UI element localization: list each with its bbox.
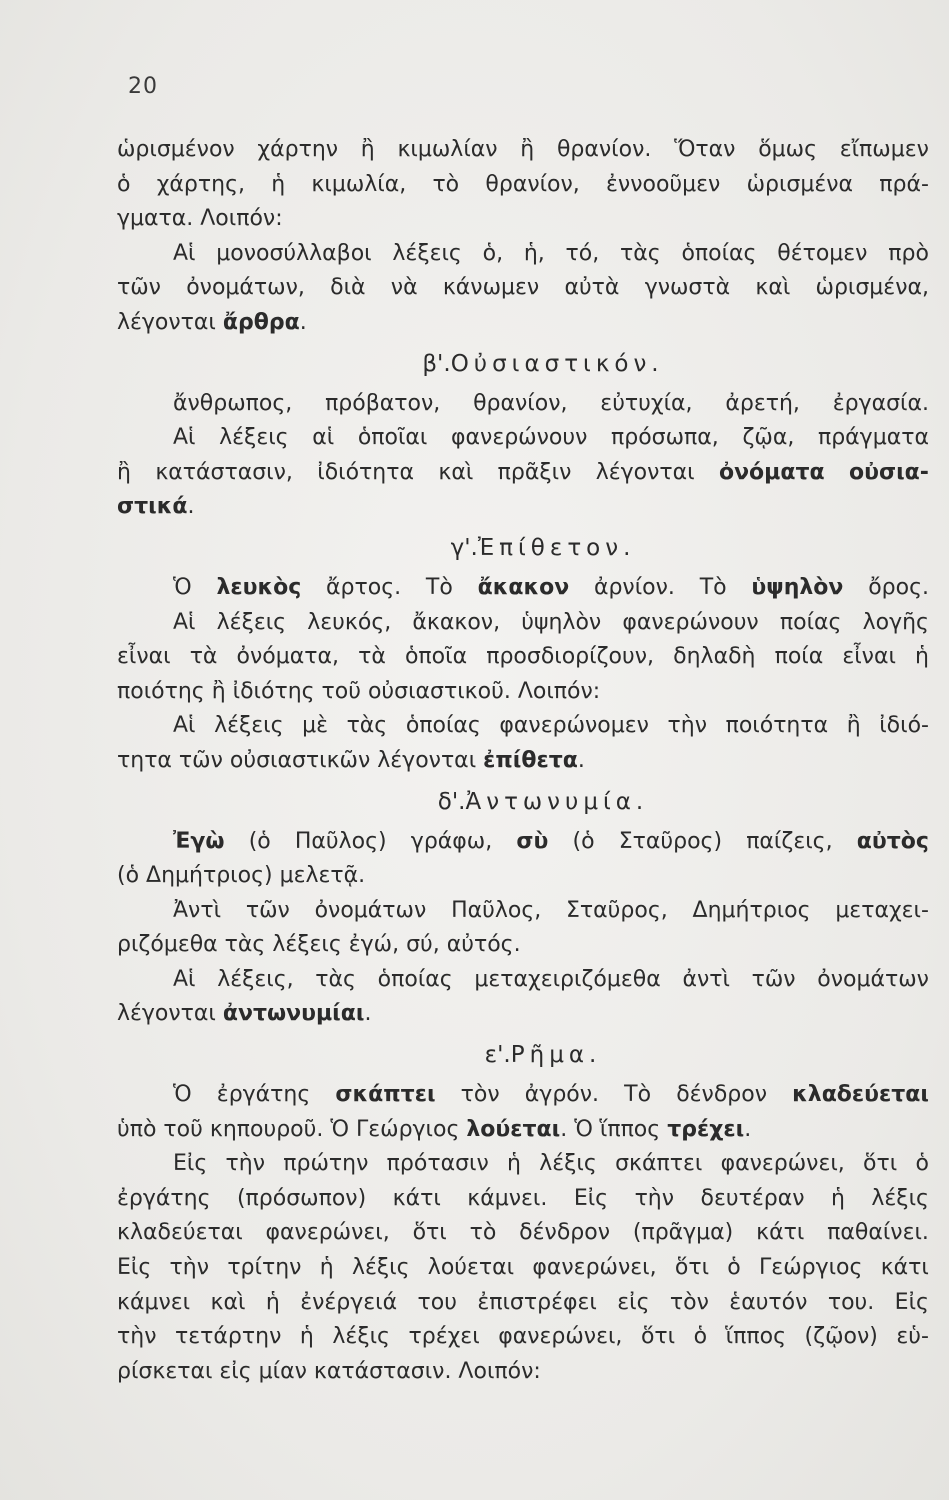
text-line: ἐργάτης (πρόσωπον) κάτι κάμνει. Εἰς τὴν δευτέραν ἡ λέξις	[117, 1185, 929, 1211]
text-line: ὁ χάρτης, ἡ κιμωλία, τὸ θρανίον, ἐννοοῦμεν ὡρισμένα πρά-	[117, 171, 929, 197]
text-line: τὴν τετάρτην ἡ λέξις τρέχει φανερώνει, ὅτι ὁ ἵππος (ζῷον) εὑ-	[117, 1324, 929, 1350]
text-line: γματα. Λοιπόν:	[117, 206, 283, 232]
text-line: εἶναι τὰ ὀνόματα, τὰ ὁποῖα προσδιορίζουν, δηλαδὴ ποία εἶναι ἡ	[117, 644, 929, 670]
text-line: Αἱ λέξεις μὲ τὰς ὁποίας φανερώνομεν τὴν ποιότητα ἢ ἰδιό-	[173, 713, 929, 739]
text-line: τητα τῶν οὐσιαστικῶν λέγονται ἐπίθετα .	[117, 747, 585, 773]
text-line: ὑπὸ τοῦ κηπουροῦ. Ὁ Γεώργιος λούεται . Ὁ ἵππος τρέχει .	[117, 1116, 752, 1142]
section-letter: γ'.	[450, 534, 478, 561]
text-line: Εἰς τὴν τρίτην ἡ λέξις λούεται φανερώνει, ὅτι ὁ Γεώργιος κάτι	[117, 1255, 929, 1281]
section-heading	[117, 525, 929, 571]
section-heading	[117, 779, 929, 825]
section-letter: β'.	[422, 350, 451, 377]
section-heading	[117, 341, 929, 387]
section-letter: ε'.	[484, 1042, 511, 1069]
section-title: Ἐπίθετον.	[477, 534, 636, 561]
text-line: ὡρισμένον χάρτην ἢ κιμωλίαν ἢ θρανίον. Ὅταν ὅμως εἴπωμεν	[117, 137, 929, 162]
text-line: λέγονται ἄρθρα .	[117, 309, 307, 335]
body-text	[117, 133, 929, 1389]
section-title: Ἀντωνυμία.	[465, 788, 649, 815]
text-line: Ἀντὶ τῶν ὀνομάτων Παῦλος, Σταῦρος, Δημήτριος μεταχει-	[173, 897, 929, 923]
text-line: ποιότης ἢ ἰδιότης τοῦ οὐσιαστικοῦ. Λοιπόν:	[117, 678, 601, 704]
text-line: Ἐγὼ (ὁ Παῦλος) γράφω, σὺ (ὁ Σταῦρος) παίζεις, αὐτὸς	[173, 828, 929, 854]
text-line: Αἱ μονοσύλλαβοι λέξεις ὁ, ἡ, τό, τὰς ὁποίας θέτομεν πρὸ	[173, 240, 929, 266]
text-line: Αἱ λέξεις, τὰς ὁποίας μεταχειριζόμεθα ἀντὶ τῶν ὀνομάτων	[173, 966, 929, 992]
text-line: Ὁ ἐργάτης σκάπτει τὸν ἀγρόν. Τὸ δένδρον κλαδεύεται	[173, 1082, 929, 1108]
text-line: τῶν ὀνομάτων, διὰ νὰ κάνωμεν αὐτὰ γνωστὰ καὶ ὡρισμένα,	[117, 275, 929, 301]
text-line: Ὁ λευκὸς ἄρτος. Τὸ ἄκακον ἀρνίον. Τὸ ὑψηλὸν ὄρος.	[173, 574, 929, 600]
text-line: Αἱ λέξεις λευκός, ἄκακον, ὑψηλὸν φανερώνουν ποίας λογῆς	[173, 609, 929, 635]
section-title: Ρῆμα.	[510, 1042, 602, 1069]
section-title: Οὐσιαστικόν.	[450, 350, 664, 377]
text-line: Εἰς τὴν πρώτην πρότασιν ἡ λέξις σκάπτει φανερώνει, ὅτι ὁ	[173, 1151, 929, 1177]
text-line: κλαδεύεται φανερώνει, ὅτι τὸ δένδρον (πρᾶγμα) κάτι παθαίνει.	[117, 1220, 929, 1246]
text-line: ἄνθρωπος, πρόβατον, θρανίον, εὐτυχία, ἀρετή, ἐργασία.	[173, 390, 929, 416]
text-line: στικά .	[117, 494, 195, 520]
text-line: ρίσκεται εἰς μίαν κατάστασιν. Λοιπόν:	[117, 1358, 541, 1384]
section-letter: δ'.	[437, 788, 466, 815]
text-line: (ὁ Δημήτριος) μελετᾷ.	[117, 863, 366, 889]
text-line: κάμνει καὶ ἡ ἐνέργειά του ἐπιστρέφει εἰς τὸν ἑαυτόν του. Εἰς	[117, 1289, 929, 1315]
text-line: ἢ κατάστασιν, ἰδιότητα καὶ πρᾶξιν λέγονται ὀνόματα οὐσια-	[117, 459, 929, 485]
text-line: λέγονται ἀντωνυμίαι .	[117, 1001, 372, 1027]
page-number: 20	[128, 74, 158, 99]
text-line: Αἱ λέξεις αἱ ὁποῖαι φανερώνουν πρόσωπα, ζῷα, πράγματα	[173, 425, 929, 451]
text-line: ριζόμεθα τὰς λέξεις ἐγώ, σύ, αὐτός.	[117, 932, 521, 958]
section-heading	[117, 1032, 929, 1078]
